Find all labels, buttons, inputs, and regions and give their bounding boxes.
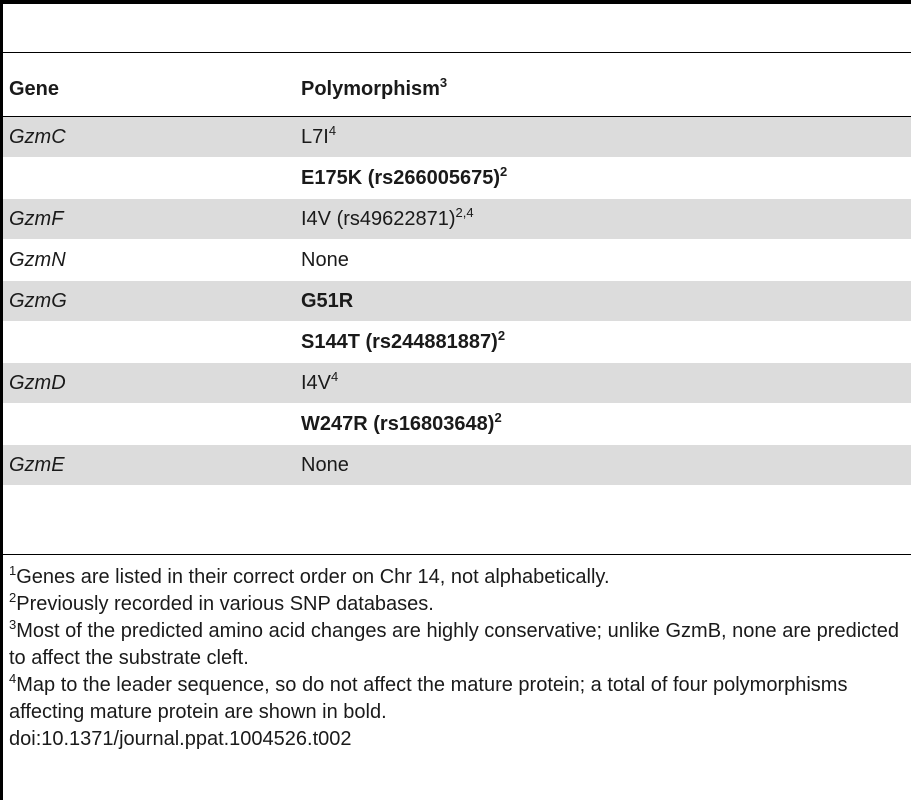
polymorphism-value: I4V xyxy=(301,371,332,394)
polymorphism-cell xyxy=(295,363,911,404)
polymorphism-value: I4V (rs49622871) xyxy=(301,207,456,230)
table-row xyxy=(3,199,911,240)
polymorphism-footnote: 2,4 xyxy=(455,204,474,220)
polymorphism-footnote: 2 xyxy=(497,327,506,343)
polymorphism-table xyxy=(3,62,911,485)
footnote-3 xyxy=(9,618,909,672)
header-row xyxy=(3,62,911,117)
footnote-text: Previously recorded in various SNP databases. xyxy=(16,593,434,615)
polymorphism-value: None xyxy=(301,453,349,476)
polymorphism-footnote: 4 xyxy=(328,122,337,138)
polymorphism-cell xyxy=(295,322,911,363)
polymorphism-value: W247R (rs16803648) xyxy=(301,412,495,435)
gene-cell: GzmD xyxy=(3,363,295,404)
table-row xyxy=(3,445,911,486)
polymorphism-cell xyxy=(295,281,911,322)
gene-cell xyxy=(3,158,295,199)
polymorphism-footnote: 2 xyxy=(494,409,502,425)
footnote-text: Genes are listed in their correct order on Chr 14, not alphabetically. xyxy=(16,566,610,588)
header-rule xyxy=(3,52,911,53)
polymorphism-value: E175K (rs266005675) xyxy=(301,166,501,189)
polymorphism-cell xyxy=(295,404,911,445)
table-row xyxy=(3,117,911,158)
footnote-2 xyxy=(9,591,909,618)
polymorphism-cell xyxy=(295,117,911,158)
polymorphism-value: S144T (rs244881887) xyxy=(301,330,498,353)
footnote-4 xyxy=(9,672,909,726)
bottom-rule xyxy=(3,554,911,555)
gene-cell xyxy=(3,404,295,445)
polymorphism-cell xyxy=(295,158,911,199)
footnote-1 xyxy=(9,564,909,591)
polymorphism-cell xyxy=(295,199,911,240)
polymorphism-cell xyxy=(295,445,911,486)
polymorphism-footnote: 2 xyxy=(500,163,508,179)
polymorphism-value: L7I xyxy=(301,125,329,148)
footnote-mark: 3 xyxy=(9,617,17,632)
gene-cell: GzmG xyxy=(3,281,295,322)
table-body xyxy=(3,117,911,486)
footnote-mark: 2 xyxy=(9,590,17,605)
gene-column-header: Gene xyxy=(9,77,60,100)
footnote-text: Most of the predicted amino acid changes are highly conservative; unlike GzmB, none are predicted to affect the substrate cleft. xyxy=(9,620,899,669)
gene-cell: GzmE xyxy=(3,445,295,486)
footnotes xyxy=(9,564,909,753)
polymorphism-header-label: Polymorphism xyxy=(301,77,440,100)
polymorphism-value: G51R xyxy=(301,289,354,312)
table-row xyxy=(3,158,911,199)
table-row xyxy=(3,240,911,281)
doi-link[interactable]: doi:10.1371/journal.ppat.1004526.t002 xyxy=(9,728,352,750)
polymorphism-footnote: 4 xyxy=(331,368,339,384)
footnote-mark: 1 xyxy=(9,563,17,578)
table-row xyxy=(3,363,911,404)
table-row xyxy=(3,281,911,322)
polymorphism-value: None xyxy=(301,248,349,271)
table-row xyxy=(3,322,911,363)
footnote-text: Map to the leader sequence, so do not affect the mature protein; a total of four polymorphisms affecting mature protein are shown in bold. xyxy=(9,674,848,723)
gene-cell: GzmN xyxy=(3,240,295,281)
gene-cell xyxy=(3,322,295,363)
footnote-mark: 4 xyxy=(9,671,17,686)
gene-cell: GzmF xyxy=(3,199,295,240)
gene-cell: GzmC xyxy=(3,117,295,158)
table-row xyxy=(3,404,911,445)
top-border xyxy=(0,0,911,4)
polymorphism-cell xyxy=(295,240,911,281)
polymorphism-column-header xyxy=(295,62,911,117)
polymorphism-header-footnote: 3 xyxy=(439,74,448,90)
